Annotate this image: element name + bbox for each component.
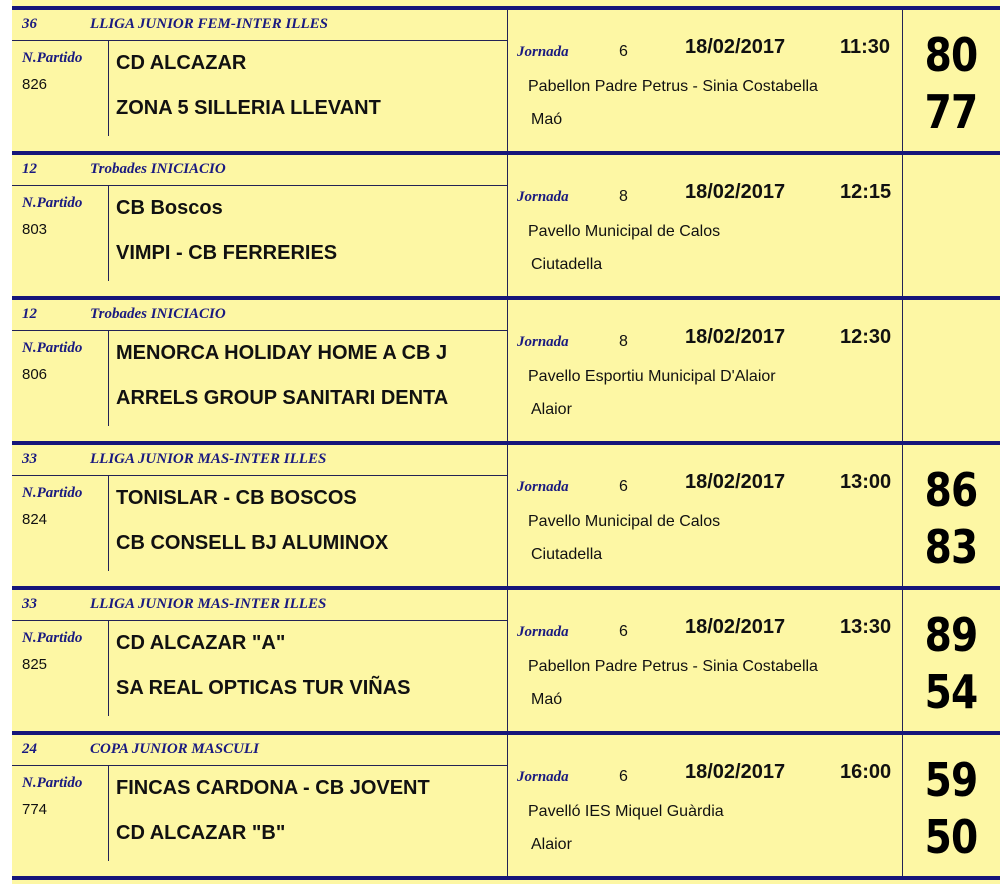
competition-number: 12 [22,161,37,177]
away-score: 77 [924,85,978,139]
match-number-label: N.Partido [22,340,83,356]
divider [108,40,109,136]
divider [507,300,508,441]
away-team: ZONA 5 SILLERIA LLEVANT [116,97,381,119]
divider [12,40,507,41]
divider [902,445,903,586]
competition-name: LLIGA JUNIOR MAS-INTER ILLES [90,596,327,612]
divider [902,590,903,731]
jornada-label: Jornada [517,189,569,205]
home-score: 59 [924,753,978,807]
match-date: 18/02/2017 [685,181,786,203]
home-team: MENORCA HOLIDAY HOME A CB J [116,342,448,364]
divider [108,475,109,571]
competition-number: 33 [22,596,37,612]
jornada-label: Jornada [517,334,569,350]
away-team: VIMPI - CB FERRERIES [116,242,338,264]
venue: Pavello Esportiu Municipal D'Alaior [528,368,776,385]
competition-number: 24 [22,741,37,757]
divider [902,300,903,441]
city: Maó [531,691,563,708]
divider [507,10,508,151]
jornada-number: 6 [619,623,628,640]
away-score: 54 [924,665,978,719]
jornada-number: 6 [619,478,628,495]
divider [507,590,508,731]
bottom-strip [12,880,1000,884]
home-score: 89 [924,608,978,662]
match-number: 825 [22,656,48,673]
match-time: 13:30 [840,616,892,638]
home-team: CD ALCAZAR "A" [116,632,286,654]
match-row [12,296,1000,441]
divider [12,330,507,331]
divider [12,620,507,621]
competition-name: LLIGA JUNIOR MAS-INTER ILLES [90,451,327,467]
jornada-label: Jornada [517,624,569,640]
home-team: CD ALCAZAR [116,52,247,74]
divider [108,185,109,281]
match-number: 824 [22,511,48,528]
match-time: 11:30 [840,36,891,58]
home-score: 86 [924,463,978,517]
competition-number: 12 [22,306,37,322]
divider [12,475,507,476]
match-date: 18/02/2017 [685,761,786,783]
home-score: 80 [924,28,978,82]
divider [507,735,508,876]
away-score: 83 [924,520,978,574]
city: Alaior [531,836,572,853]
away-score: 50 [924,810,978,864]
divider [108,620,109,716]
divider [507,445,508,586]
away-team: CD ALCAZAR "B" [116,822,286,844]
match-date: 18/02/2017 [685,36,786,58]
competition-name: LLIGA JUNIOR FEM-INTER ILLES [90,16,328,32]
match-row [12,441,1000,586]
match-number: 826 [22,76,48,93]
venue: Pavelló IES Miquel Guàrdia [528,803,724,820]
divider [108,765,109,861]
home-team: CB Boscos [116,197,223,219]
match-date: 18/02/2017 [685,326,786,348]
home-team: FINCAS CARDONA - CB JOVENT [116,777,430,799]
match-number-label: N.Partido [22,195,83,211]
city: Alaior [531,401,572,418]
away-team: ARRELS GROUP SANITARI DENTA [116,387,449,409]
city: Maó [531,111,563,128]
competition-name: COPA JUNIOR MASCULI [90,741,259,757]
match-row [12,151,1000,296]
venue: Pabellon Padre Petrus - Sinia Costabella [528,658,818,675]
jornada-number: 6 [619,43,628,60]
divider [902,155,903,296]
competition-name: Trobades INICIACIO [90,306,226,322]
venue: Pavello Municipal de Calos [528,513,721,530]
match-number: 774 [22,801,48,818]
divider [507,155,508,296]
away-team: SA REAL OPTICAS TUR VIÑAS [116,677,411,699]
jornada-number: 6 [619,768,628,785]
venue: Pavello Municipal de Calos [528,223,721,240]
divider [902,735,903,876]
divider [12,185,507,186]
match-time: 12:30 [840,326,892,348]
jornada-number: 8 [619,188,628,205]
match-number-label: N.Partido [22,485,83,501]
match-number-label: N.Partido [22,50,83,66]
home-team: TONISLAR - CB BOSCOS [116,487,357,509]
match-number-label: N.Partido [22,775,83,791]
match-number-label: N.Partido [22,630,83,646]
match-number: 806 [22,366,48,383]
match-row [12,731,1000,876]
match-time: 13:00 [840,471,892,493]
jornada-label: Jornada [517,769,569,785]
jornada-label: Jornada [517,44,569,60]
match-time: 16:00 [840,761,892,783]
divider [12,765,507,766]
competition-name: Trobades INICIACIO [90,161,226,177]
divider [902,10,903,151]
match-time: 12:15 [840,181,892,203]
jornada-label: Jornada [517,479,569,495]
match-number: 803 [22,221,48,238]
divider [108,330,109,426]
match-date: 18/02/2017 [685,471,786,493]
venue: Pabellon Padre Petrus - Sinia Costabella [528,78,818,95]
match-row [12,6,1000,151]
city: Ciutadella [531,546,603,563]
competition-number: 33 [22,451,37,467]
match-date: 18/02/2017 [685,616,786,638]
away-team: CB CONSELL BJ ALUMINOX [116,532,389,554]
competition-number: 36 [22,16,37,32]
match-row [12,586,1000,731]
city: Ciutadella [531,256,603,273]
jornada-number: 8 [619,333,628,350]
